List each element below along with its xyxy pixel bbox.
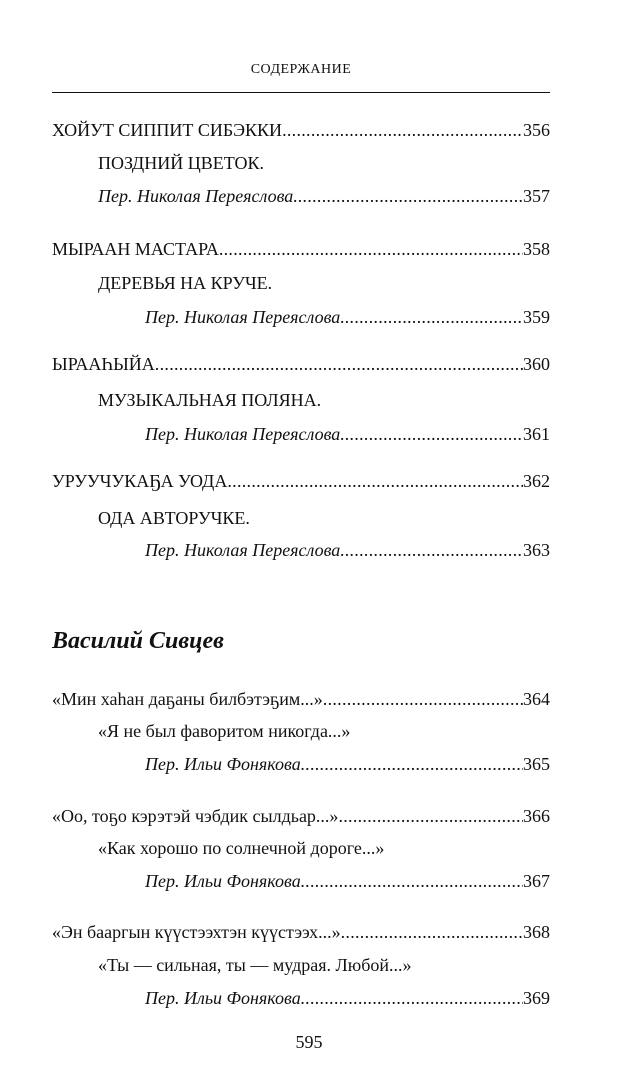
toc-entry: [52, 237, 550, 261]
dot-leader: [301, 869, 523, 893]
translator-page: 363: [523, 540, 550, 560]
toc-translator: [145, 986, 550, 1010]
toc-entry-page: 364: [523, 689, 550, 709]
toc-entry: [52, 804, 550, 828]
header-rule: [52, 92, 550, 93]
dot-leader: [227, 469, 523, 493]
toc-subtitle: «Ты — сильная, ты — мудрая. Любой...»: [98, 955, 412, 975]
dot-leader: [341, 920, 523, 944]
toc-subtitle: ДЕРЕВЬЯ НА КРУЧЕ.: [98, 273, 273, 293]
translator-name: Пер. Ильи Фонякова: [145, 754, 301, 774]
toc-entry: [52, 920, 550, 944]
dot-leader: [155, 352, 523, 376]
running-header: СОДЕРЖАНИЕ: [250, 62, 352, 77]
toc-subtitle: ОДА АВТОРУЧКЕ.: [98, 508, 250, 528]
dot-leader: [301, 752, 523, 776]
toc-entry: [52, 352, 550, 376]
dot-leader: [340, 305, 523, 329]
toc-subtitle: ПОЗДНИЙ ЦВЕТОК.: [98, 153, 264, 173]
translator-name: Пер. Ильи Фонякова: [145, 871, 301, 891]
toc-translator: [145, 869, 550, 893]
toc-translator: [145, 422, 550, 446]
toc-entry-title: «Эн бааргын күүстээхтэн күүстээх...»: [52, 922, 341, 942]
toc-subtitle: МУЗЫКАЛЬНАЯ ПОЛЯНА.: [98, 390, 322, 410]
translator-page: 367: [523, 871, 550, 891]
toc-translator: [145, 752, 550, 776]
translator-name: Пер. Николая Переяслова: [98, 186, 294, 206]
toc-translator: [145, 305, 550, 329]
dot-leader: [301, 986, 523, 1010]
toc-subtitle: «Я не был фаворитом никогда...»: [98, 721, 351, 741]
page-number: 595: [295, 1032, 323, 1052]
toc-entry-title: «Оо, тоҕо кэрэтэй чэбдик сылдьар...»: [52, 806, 339, 826]
toc-entry-title: ЫРААҺЫЙА: [52, 354, 155, 374]
translator-page: 359: [523, 307, 550, 327]
toc-entry-page: 356: [523, 120, 550, 140]
toc-entry: [52, 118, 550, 142]
translator-page: 357: [523, 186, 550, 206]
dot-leader: [340, 422, 523, 446]
toc-entry-page: 362: [523, 471, 550, 491]
toc-translator: [145, 538, 550, 562]
toc-entry-title: ХОЙУТ СИППИТ СИБЭККИ: [52, 120, 283, 140]
translator-page: 369: [523, 988, 550, 1008]
toc-entry-page: 366: [523, 806, 550, 826]
dot-leader: [323, 687, 523, 711]
dot-leader: [282, 118, 523, 142]
translator-name: Пер. Николая Переяслова: [145, 424, 341, 444]
translator-name: Пер. Николая Переяслова: [145, 540, 341, 560]
translator-page: 361: [523, 424, 550, 444]
translator-page: 365: [523, 754, 550, 774]
translator-name: Пер. Ильи Фонякова: [145, 988, 301, 1008]
dot-leader: [293, 184, 523, 208]
toc-entry-title: УРУУЧУКАҔА УОДА: [52, 471, 228, 491]
dot-leader: [338, 804, 523, 828]
toc-entry-title: «Мин хаһан даҕаны билбэтэҕим...»: [52, 689, 323, 709]
toc-subtitle: «Как хорошо по солнечной дороге...»: [98, 838, 385, 858]
dot-leader: [219, 237, 523, 261]
author-heading: Василий Сивцев: [52, 628, 224, 654]
toc-entry: [52, 469, 550, 493]
toc-entry-page: 360: [523, 354, 550, 374]
toc-entry-page: 368: [523, 922, 550, 942]
toc-entry: [52, 687, 550, 711]
dot-leader: [340, 538, 523, 562]
toc-entry-title: МЫРААН МАСТАРА: [52, 239, 219, 259]
toc-entry-page: 358: [523, 239, 550, 259]
toc-translator: [98, 184, 550, 208]
translator-name: Пер. Николая Переяслова: [145, 307, 341, 327]
